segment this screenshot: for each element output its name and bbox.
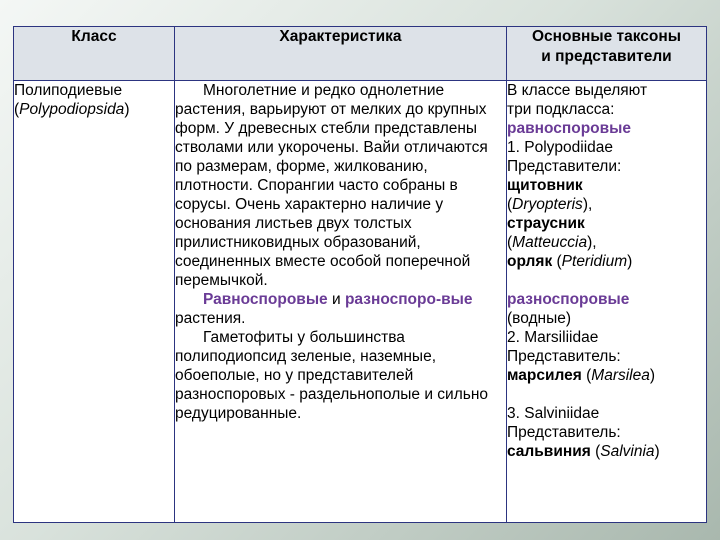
characteristic-cell [175,81,507,523]
class-name: Полиподиевые [14,82,123,99]
representative-label-2: Представитель: [507,348,621,365]
characteristic-paragraph-1: Многолетние и редко однолетние растения, варьируют от мелких до крупных форм. У древесных стебли представлены стволами или укорочены. Вайи отличаются по размерам, форме, жилкованию, плотности. Спорангии часто собраны в сорусы. Очень характерно наличие у основания листьев двух толстых прилистниковидных образований, соединенных вместе особой поперечной перемычкой. [175,82,488,289]
class-latin: Polypodiopsida [19,101,125,118]
rep-marsileya: марсилея [507,367,582,384]
characteristic-paragraph-2: Равноспоровые и разноспоро-вые растения. [175,291,473,327]
rep-marsileya-line: марсилея (Marsilea) [507,367,656,384]
header-row [14,27,707,81]
rep-salviniya: сальвиния [507,443,591,460]
term-heterosporous: разноспоро-вые [344,291,473,308]
group-heterosporous: разноспоровые [507,291,630,308]
header-characteristic: Характеристика [175,27,507,81]
group-heterosporous-note: (водные) [507,310,572,327]
rep-salvinia: Salvinia [600,443,655,460]
slide [13,26,706,522]
rep-marsilea: Marsilea [591,367,650,384]
rep-dryopteris: Dryopteris [512,196,583,213]
class-latin-line: (Polypodiopsida) [14,101,130,118]
rep-shchitovnik-latin-line: (Dryopteris), [507,196,593,213]
ferns-table [13,26,707,523]
term-isosporous: Равноспоровые [203,291,328,308]
rep-salviniya-line: сальвиния (Salvinia) [507,443,660,460]
header-taxa-line1: Основные таксоны [531,28,681,45]
rep-pteridium: Pteridium [561,253,628,270]
header-taxa [507,27,707,81]
header-taxa-line2: и представители [541,48,672,65]
header-class: Класс [14,27,175,81]
taxa-intro-1: В классе выделяют [507,82,648,99]
representative-label-3: Представитель: [507,424,621,441]
group-isosporous: равноспоровые [507,120,632,137]
rep-strausnik: страусник [507,215,585,232]
rep-matteuccia: Matteuccia [512,234,588,251]
taxa-intro-2: три подкласса: [507,101,615,118]
subclass-marsiliidae: 2. Marsiliidae [507,329,599,346]
table-row [14,81,707,523]
rep-shchitovnik: щитовник [507,177,583,194]
rep-strausnik-latin-line: (Matteuccia), [507,234,597,251]
subclass-salviniidae: 3. Salviniidae [507,405,600,422]
class-cell [14,81,175,523]
rep-orlyak-line: орляк (Pteridium) [507,253,633,270]
characteristic-paragraph-3: Гаметофиты у большинства полиподиопсид зеленые, наземные, обоеполые, но у представителей разноспоровых - раздельнополые и сильно редуцированные. [175,329,488,422]
representatives-label-1: Представители: [507,158,622,175]
rep-orlyak: орляк [507,253,553,270]
taxa-cell [507,81,707,523]
subclass-polypodiidae: 1. Polypodiidae [507,139,613,156]
